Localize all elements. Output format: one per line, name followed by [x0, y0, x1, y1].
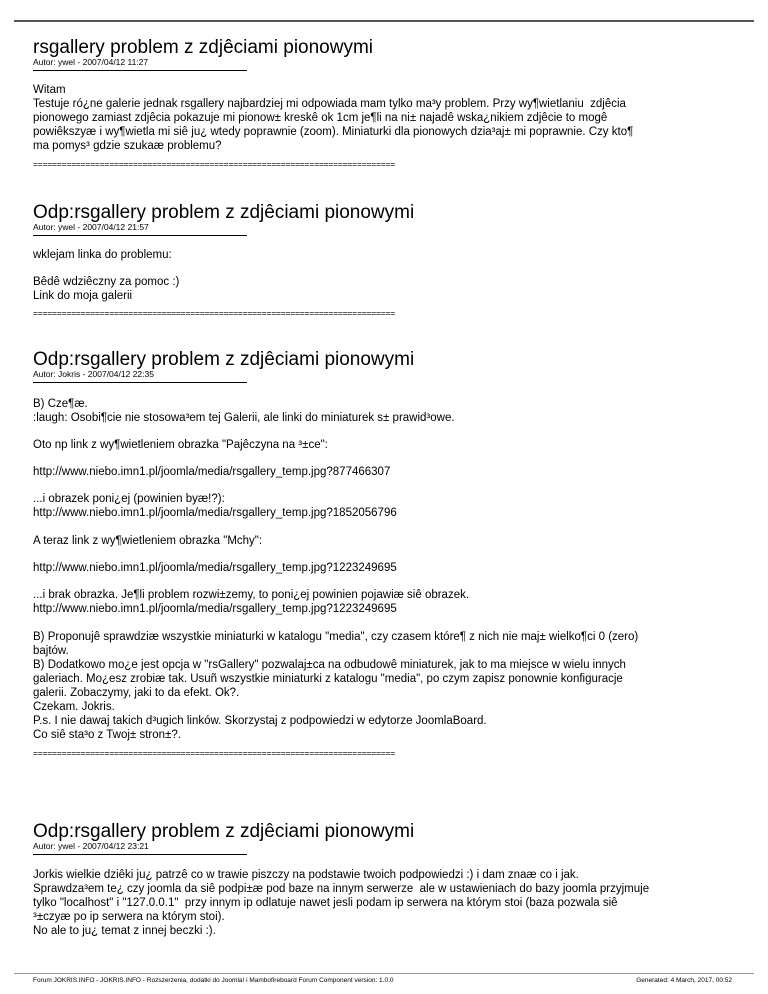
- post: [33, 202, 733, 318]
- post: [33, 37, 733, 169]
- post-meta: Autor: ywel - 2007/04/12 11:27: [33, 57, 149, 67]
- post: [33, 349, 733, 758]
- post-paragraph: Witam Testuje ró¿ne galerie jednak rsgallery najbardziej mi odpowiada mam tylko ma³y problem. Przy wy¶wietlaniu zdjêcia pionowego zamiast zdjêcia pokazuje mi pionow± kreskê ok 1cm je¶li na ni± najadê wska¿nikiem zdjêcie to mogê powiêkszyæ i wy¶wietla mi siê ju¿ wtedy poprawnie (zoom). Miniaturki dla pionowych dzia³aj± mi poprawnie. Czy kto¶ ma pomys³ gdzie szukaæ problemu?: [33, 84, 634, 152]
- post-separator: ============================================================================: [33, 159, 396, 169]
- meta-rule: [33, 854, 247, 855]
- footer-rule: [14, 973, 754, 974]
- post-paragraph: wklejam linka do problemu:: [33, 249, 172, 261]
- post-meta: Autor: ywel - 2007/04/12 21:57: [33, 222, 149, 232]
- post-paragraph: Jorkis wielkie dziêki ju¿ patrzê co w trawie piszczy na podstawie twoich podpowiedzi :) i dam znaæ co i jak. Sprawdza³em te¿ czy joomla da siê podpi±æ pod baze na innym serwerze ale w ustawieniach do bazy joomla przyjmuje tylko "localhost" i "127.0.0.1" przy innym ip odlatuje nawet jesli podam ip serwera na którym stoi (baza pozwala siê ³±czyæ po ip serwera na którym stoi). No ale to ju¿ temat z innej beczki :).: [33, 869, 650, 937]
- top-rule: [14, 20, 754, 22]
- post-separator: ============================================================================: [33, 308, 396, 318]
- footer-source-inline: Forum JOKRIS.INFO - JOKRIS.INFO - Rozszerzenia, dodatki do Joomla! i Mambofireboard Forum Component version: 1.0.0: [33, 977, 394, 984]
- post: [33, 821, 733, 938]
- meta-rule: [33, 235, 247, 236]
- footer-generated: Generated: 4 March, 2017, 00:52: [636, 977, 732, 984]
- post-paragraph: B) Proponujê sprawdziæ wszystkie miniaturki w katalogu "media", czy czasem które¶ z nich nie maj± wielko¶ci 0 (zero) bajtów. B) Dodatkowo mo¿e jest opcja w "rsGallery" pozwalaj±ca na odbudowê miniaturek, jak to ma miejsce w wielu innych galeriach. Mo¿esz zrobiæ tak. Usuñ wszystkie miniaturki z katalogu "media", po czym zapisz ponownie konfiguracje galerii. Zobaczymy, jaki to da efekt. Ok?. Czekam. Jokris. P.s. I nie dawaj takich d³ugich linków. Skorzystaj z podpowiedzi w edytorze JoomlaBoard. Co siê sta³o z Twoj± stron±?.: [33, 631, 639, 741]
- post-title: Odp:rsgallery problem z zdjêciami pionowymi: [33, 202, 415, 223]
- post-paragraph: A teraz link z wy¶wietleniem obrazka "Mchy":: [33, 535, 263, 547]
- post-paragraph: ...i brak obrazka. Je¶li problem rozwi±zemy, to poni¿ej powinien pojawiæ siê obrazek. http://www.niebo.imn1.pl/joomla/media/rsgallery_temp.jpg?1223249695: [33, 589, 470, 615]
- meta-rule: [33, 70, 247, 71]
- post-title: rsgallery problem z zdjêciami pionowymi: [33, 37, 374, 58]
- post-title: Odp:rsgallery problem z zdjêciami pionowymi: [33, 349, 415, 370]
- post-body: [33, 83, 733, 153]
- post-paragraph: Oto np link z wy¶wietleniem obrazka "Pajêczyna na ³±ce":: [33, 439, 328, 451]
- page-footer: [33, 977, 732, 985]
- post-paragraph: Bêdê wdziêczny za pomoc :) Link do moja galerii: [33, 276, 180, 302]
- post-paragraph: http://www.niebo.imn1.pl/joomla/media/rsgallery_temp.jpg?877466307: [33, 466, 391, 478]
- post-title: Odp:rsgallery problem z zdjêciami pionowymi: [33, 821, 415, 842]
- post-paragraph: B) Cze¶æ. :laugh: Osobi¶cie nie stosowa³em tej Galerii, ale linki do miniaturek s± prawid³owe.: [33, 398, 455, 424]
- post-separator: ============================================================================: [33, 748, 396, 758]
- post-body: [33, 397, 733, 742]
- post-paragraph: http://www.niebo.imn1.pl/joomla/media/rsgallery_temp.jpg?1223249695: [33, 562, 397, 574]
- post-body: [33, 868, 733, 938]
- meta-rule: [33, 382, 247, 383]
- post-paragraph: ...i obrazek poni¿ej (powinien byæ!?): http://www.niebo.imn1.pl/joomla/media/rsgallery_temp.jpg?1852056796: [33, 493, 397, 519]
- post-body: [33, 248, 733, 303]
- post-meta: Autor: ywel - 2007/04/12 23:21: [33, 841, 149, 851]
- post-meta: Autor: Jokris - 2007/04/12 22:35: [33, 369, 154, 379]
